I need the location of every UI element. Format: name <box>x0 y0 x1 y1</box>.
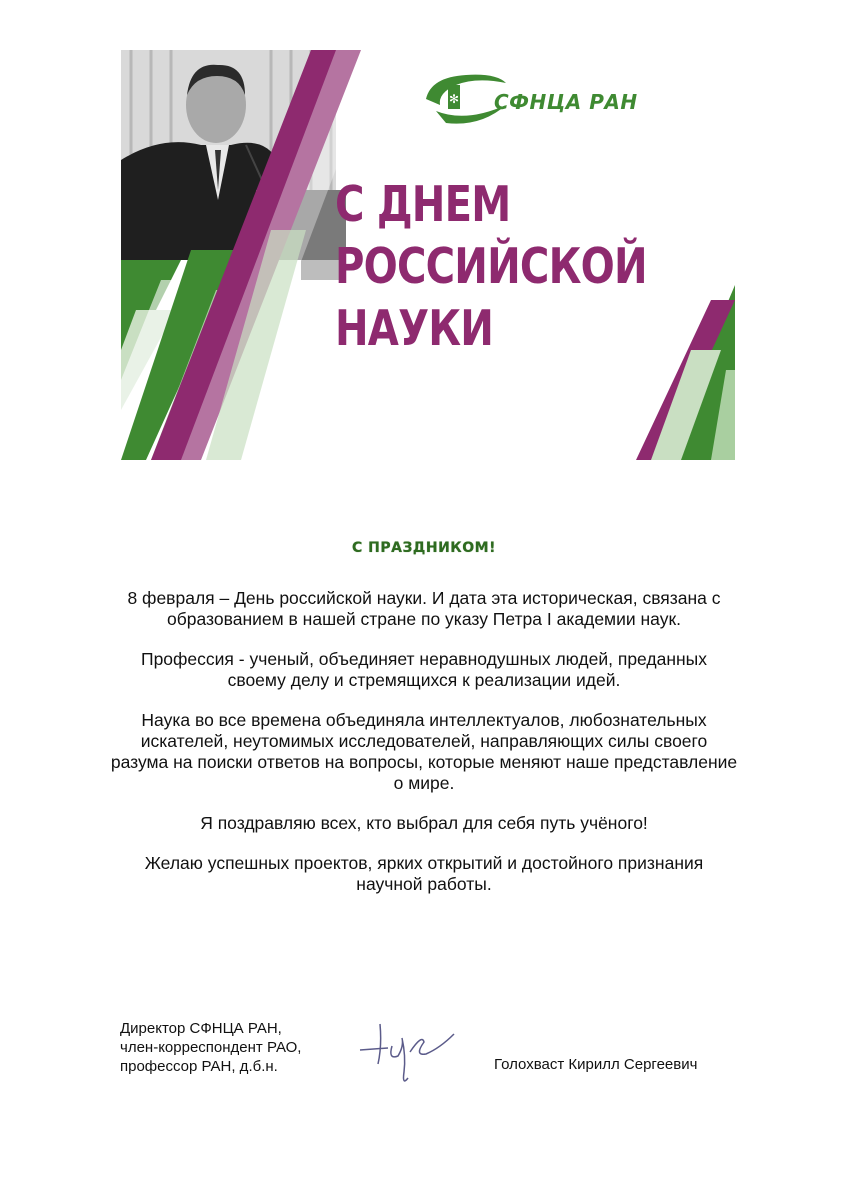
logo-text: СФНЦА РАН <box>494 90 638 114</box>
greeting-title: С ПРАЗДНИКОМ! <box>352 540 496 556</box>
letter-body <box>110 588 738 914</box>
headline-line-1: С ДНЕМ <box>335 176 511 233</box>
paragraph-5: Желаю успешных проектов, ярких открытий и достойного признания научной работы. <box>144 853 704 894</box>
headline-line-2: РОССИЙСКОЙ <box>335 238 647 295</box>
decor-stripes-right <box>636 285 735 460</box>
svg-text:✻: ✻ <box>449 92 460 106</box>
greeting-banner <box>121 50 735 460</box>
paragraph-1: 8 февраля – День российской науки. И дата эта историческая, связана с образованием в нашей стране по указу Петра I академии наук. <box>127 588 721 629</box>
paragraph-4: Я поздравляю всех, кто выбрал для себя путь учёного! <box>200 813 648 833</box>
signer-title <box>120 1019 301 1076</box>
signer-title-line-1: Директор СФНЦА РАН, <box>120 1020 282 1037</box>
signer-title-line-2: член-корреспондент РАО, <box>120 1039 302 1056</box>
handwritten-signature <box>348 1016 478 1090</box>
paragraph-3: Наука во все времена объединяла интеллектуалов, любознательных искателей, неутомимых исследователей, направляющих силы своего разума на поиски ответов на вопросы, которые меняют наше представление о мире. <box>110 710 738 793</box>
signature-drawing <box>348 1016 478 1090</box>
paragraph-2: Профессия - ученый, объединяет неравнодушных людей, преданных своему делу и стремящихся к реализации идей. <box>140 649 707 690</box>
signer-name: Голохваст Кирилл Сергеевич <box>494 1056 698 1073</box>
headline-line-3: НАУКИ <box>335 300 494 357</box>
banner-headline <box>335 174 647 360</box>
signer-title-line-3: профессор РАН, д.б.н. <box>120 1058 278 1075</box>
